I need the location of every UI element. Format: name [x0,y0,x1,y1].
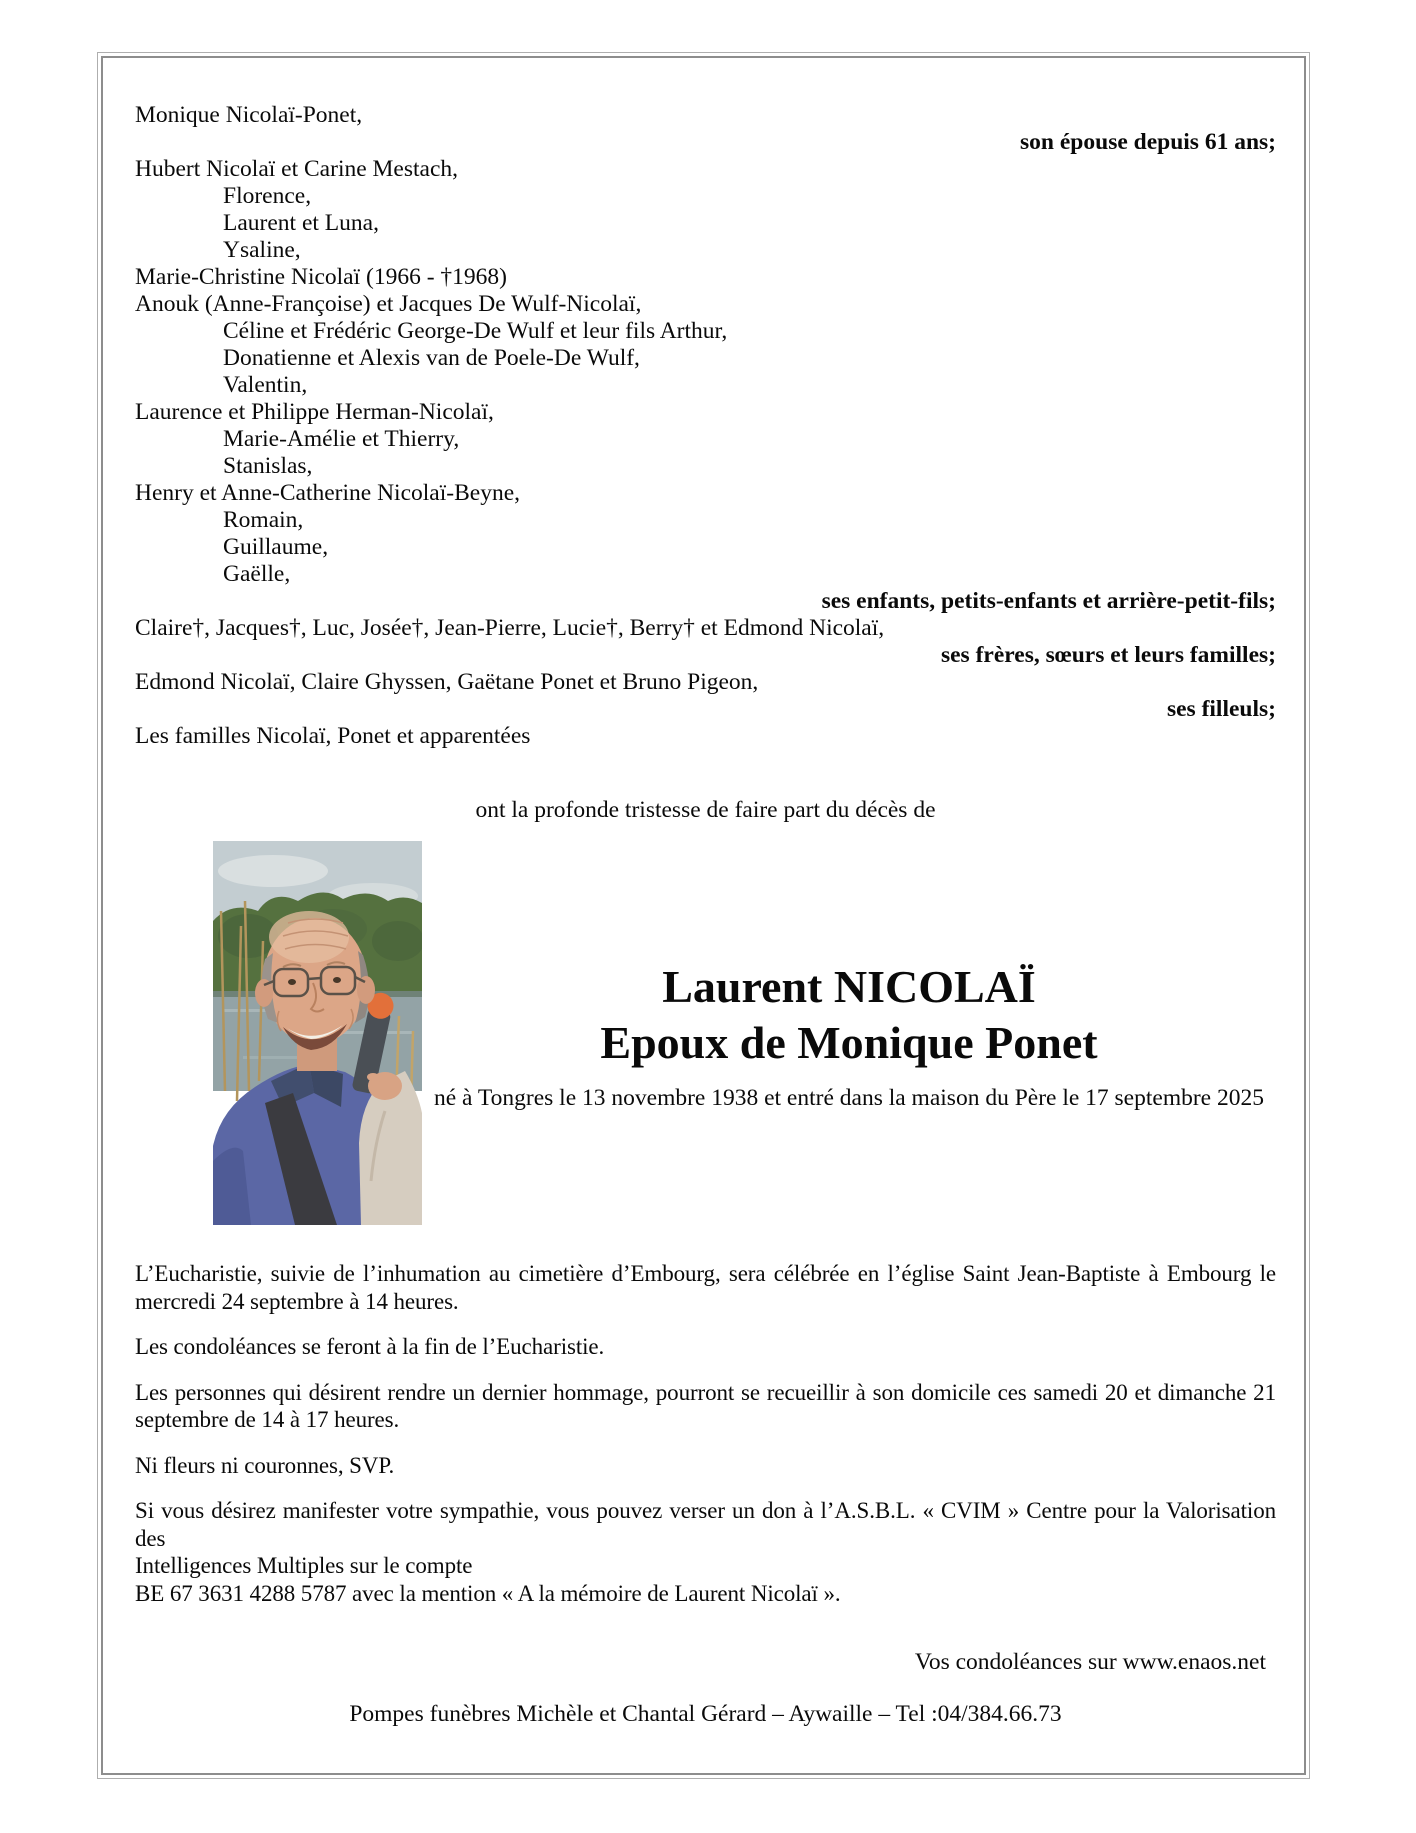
name-line: ses enfants, petits-enfants et arrière-petit-fils; [821,588,1276,614]
deceased-heading [422,841,1276,1225]
body-line: mercredi 24 septembre à 14 heures. [135,1288,459,1314]
body-line: septembre de 14 à 17 heures. [135,1407,400,1432]
name-line: Laurence et Philippe Herman-Nicolaï, [135,399,494,425]
name-line: Donatienne et Alexis van de Poele-De Wulf, [223,345,640,371]
funeral-home-line: Pompes funèbres Michèle et Chantal Gérard – Aywaille – Tel :04/384.66.73 [349,1701,1062,1727]
condolences-link-line: Vos condoléances sur www.enaos.net [914,1649,1266,1675]
page-frame [97,52,1310,1779]
announcement-paragraphs [135,1260,1276,1607]
name-line: Les familles Nicolaï, Ponet et apparentées [135,723,531,749]
body-line: Les condoléances se feront à la fin de l’Eucharistie. [135,1334,605,1359]
body-line: Les personnes qui désirent rendre un dernier hommage, pourront se recueillir à son domicile ces samedi 20 et dimanche 21 [135,1379,1276,1405]
name-line: Hubert Nicolaï et Carine Mestach, [135,156,459,182]
deceased-name: Laurent NICOLAÏ [662,961,1036,1012]
name-line: Claire†, Jacques†, Luc, Josée†, Jean-Pierre, Lucie†, Berry† et Edmond Nicolaï, [135,615,885,641]
name-line: Laurent et Luna, [223,210,379,236]
name-line: Valentin, [223,372,308,398]
portrait-photo [213,841,422,1225]
family-names-list [135,102,1276,750]
name-line: ses frères, sœurs et leurs familles; [940,642,1276,668]
name-line: Anouk (Anne-Françoise) et Jacques De Wulf-Nicolaï, [135,291,642,317]
deceased-subtitle: Epoux de Monique Ponet [600,1017,1098,1068]
body-line: L’Eucharistie, suivie de l’inhumation au cimetière d’Embourg, sera célébrée en l’église Saint Jean-Baptiste à Embourg le [135,1261,1276,1286]
name-line: Ysaline, [223,237,301,263]
body-line: BE 67 3631 4288 5787 avec la mention « A la mémoire de Laurent Nicolaï ». [135,1580,841,1606]
name-line: Marie-Christine Nicolaï (1966 - †1968) [135,264,507,290]
name-line: Monique Nicolaï-Ponet, [135,102,363,128]
body-line: Ni fleurs ni couronnes, SVP. [135,1452,395,1478]
intro-line: ont la profonde tristesse de faire part du décès de [475,797,936,823]
name-line: Stanislas, [223,453,313,479]
name-line: Gaëlle, [223,561,291,587]
name-line: ses filleuls; [1166,696,1276,722]
name-line: Marie-Amélie et Thierry, [223,426,460,452]
name-line: Henry et Anne-Catherine Nicolaï-Beyne, [135,480,520,506]
name-line: Guillaume, [223,534,329,560]
body-line: Intelligences Multiples sur le compte [135,1553,473,1578]
name-line: Edmond Nicolaï, Claire Ghyssen, Gaëtane Ponet et Bruno Pigeon, [135,669,759,695]
deceased-life-dates: né à Tongres le 13 novembre 1938 et entré dans la maison du Père le 17 septembre 2025 [434,1085,1264,1111]
name-line: Romain, [223,507,304,533]
deceased-section [135,841,1276,1225]
name-line: son épouse depuis 61 ans; [1020,129,1276,155]
name-line: Céline et Frédéric George-De Wulf et leur fils Arthur, [223,318,728,344]
page-frame-inner [101,56,1306,1775]
body-line: Si vous désirez manifester votre sympathie, vous pouvez verser un don à l’A.S.B.L. « CVIM » Centre pour la Valorisation des [135,1498,1276,1551]
name-line: Florence, [223,183,312,209]
